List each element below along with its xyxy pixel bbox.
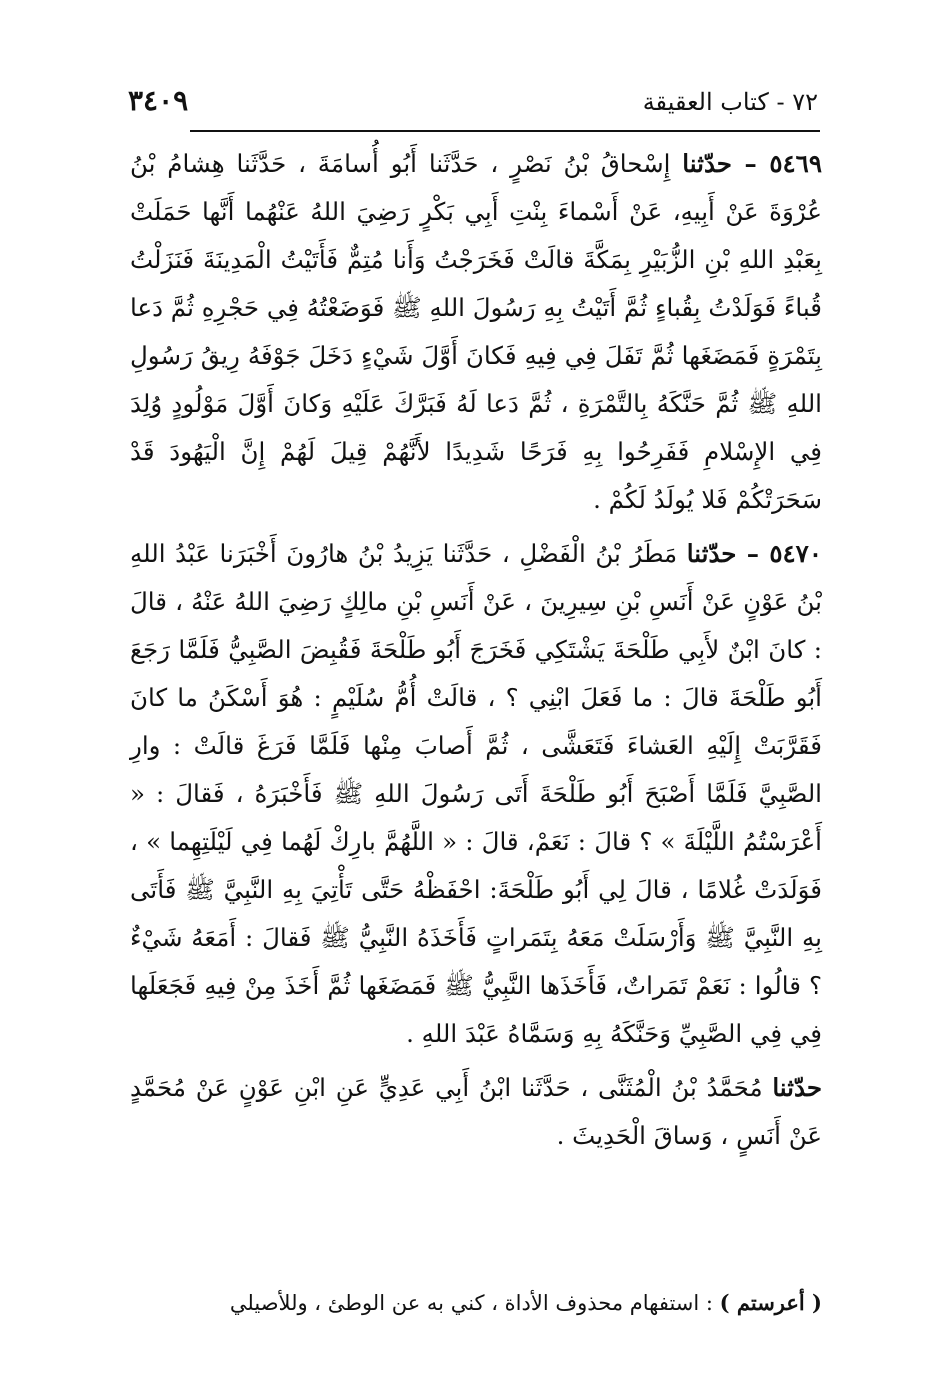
hadith-number: ٥٤٧٠	[769, 539, 822, 568]
hadith-text: إِسْحاقُ بْنُ نَصْرٍ ، حَدَّثَنا أَبُو أُسامَةَ ، حَدَّثَنا هِشامُ بْنُ عُرْوَةَ عَنْ أَبِيهِ، عَنْ أَسْماءَ بِنْتِ أَبِي بَكْرٍ رَضِيَ اللهُ عَنْهُما أَنَّها حَمَلَتْ بِعَبْدِ اللهِ بْنِ الزُّبَيْرِ بِمَكَّةَ قالَتْ فَخَرَجْتُ وَأَنا مُتِمٌّ فَأَتَيْتُ الْمَدِينَةَ فَنَزَلْتُ قُباءً فَوَلَدْتُ بِقُباءٍ ثُمَّ أَتَيْتُ بِهِ رَسُولَ اللهِ ﷺ فَوَضَعْتُهُ فِي حَجْرِهِ ثُمَّ دَعا بِتَمْرَةٍ فَمَضَغَها ثُمَّ تَفَلَ فِي فِيهِ فَكانَ أَوَّلَ شَيْءٍ دَخَلَ جَوْفَهُ رِيقُ رَسُولِ اللهِ ﷺ ثُمَّ حَنَّكَهُ بِالتَّمْرَةِ ، ثُمَّ دَعا لَهُ فَبَرَّكَ عَلَيْهِ وَكانَ أَوَّلَ مَوْلُودٍ وُلِدَ فِي الإِسْلامِ فَفَرِحُوا بِهِ فَرَحًا شَدِيدًا لأَنَّهُمْ قِيلَ لَهُمْ إِنَّ الْيَهُودَ قَدْ سَحَرَتْكُمْ فَلا يُولَدُ لَكُمْ .	[130, 149, 822, 514]
hadith-text: مُحَمَّدُ بْنُ الْمُثَنَّى ، حَدَّثَنا ابْنُ أَبِي عَدِيٍّ عَنِ ابْنِ عَوْنٍ عَنْ مُحَمَّدٍ عَنْ أَنَسٍ ، وَساقَ الْحَدِيثَ .	[130, 1073, 822, 1150]
hadith-text: مَطَرُ بْنُ الْفَضْلِ ، حَدَّثَنا يَزِيدُ بْنُ هارُونَ أَخْبَرَنا عَبْدُ اللهِ بْنُ عَوْنٍ عَنْ أَنَسِ بْنِ سِيرِينَ ، عَنْ أَنَسِ بْنِ مالِكٍ رَضِيَ اللهُ عَنْهُ ، قالَ : كانَ ابْنٌ لأَبِي طَلْحَةَ يَشْتَكِي فَخَرَجَ أَبُو طَلْحَةَ فَقُبِضَ الصَّبِيُّ فَلَمَّا رَجَعَ أَبُو طَلْحَةَ قالَ : ما فَعَلَ ابْنِي ؟ ، قالَتْ أُمُّ سُلَيْمٍ : هُوَ أَسْكَنُ ما كانَ فَقَرَّبَتْ إِلَيْهِ العَشاءَ فَتَعَشَّى ، ثُمَّ أَصابَ مِنْها فَلَمَّا فَرَغَ قالَتْ : وارِ الصَّبِيَّ فَلَمَّا أَصْبَحَ أَبُو طَلْحَةَ أَتَى رَسُولَ اللهِ ﷺ فَأَخْبَرَهُ ، فَقالَ : « أَعْرَسْتُمُ اللَّيْلَةَ » ؟ قالَ : نَعَمْ، قالَ : « اللَّهُمَّ بارِكْ لَهُما فِي لَيْلَتِهِما » ، فَوَلَدَتْ غُلامًا ، قالَ لِي أَبُو طَلْحَةَ: احْفَظْهُ حَتَّى تَأْتِيَ بِهِ النَّبِيَّ ﷺ فَأَتَى بِهِ النَّبِيَّ ﷺ وَأَرْسَلَتْ مَعَهُ بِتَمَراتٍ فَأَخَذَهُ النَّبِيُّ ﷺ فَقالَ : أَمَعَهُ شَيْءٌ ؟ قالُوا : نَعَمْ تَمَراتٌ، فَأَخَذَها النَّبِيُّ ﷺ فَمَضَغَها ثُمَّ أَخَذَ مِنْ فِيهِ فَجَعَلَها فِي فِي الصَّبِيِّ وَحَنَّكَهُ بِهِ وَسَمَّاهُ عَبْدَ اللهِ .	[130, 539, 822, 1048]
hadith-5469	[130, 140, 822, 524]
hadith-separator: –	[736, 539, 770, 568]
main-text	[130, 140, 822, 1160]
footnote-text: : استفهام محذوف الأداة ، كني به عن الوطئ ، وللأصيلي	[229, 1291, 720, 1315]
hadith-keyword: حدّثنا	[686, 539, 737, 568]
page-number: ٣٤٠٩	[128, 84, 189, 117]
header-rule	[190, 130, 820, 132]
footnote	[130, 1288, 822, 1318]
footnote-term: ( أعرستم )	[719, 1290, 822, 1315]
hadith-chain	[130, 1064, 822, 1160]
page-header	[128, 82, 820, 128]
hadith-keyword: حدّثنا	[682, 149, 732, 178]
hadith-5470	[130, 530, 822, 1058]
hadith-number: ٥٤٦٩	[769, 149, 822, 178]
hadith-keyword: حدّثنا	[772, 1073, 822, 1102]
running-title: ٧٢ - كتاب العقيقة	[642, 88, 818, 116]
hadith-separator: –	[731, 149, 770, 178]
